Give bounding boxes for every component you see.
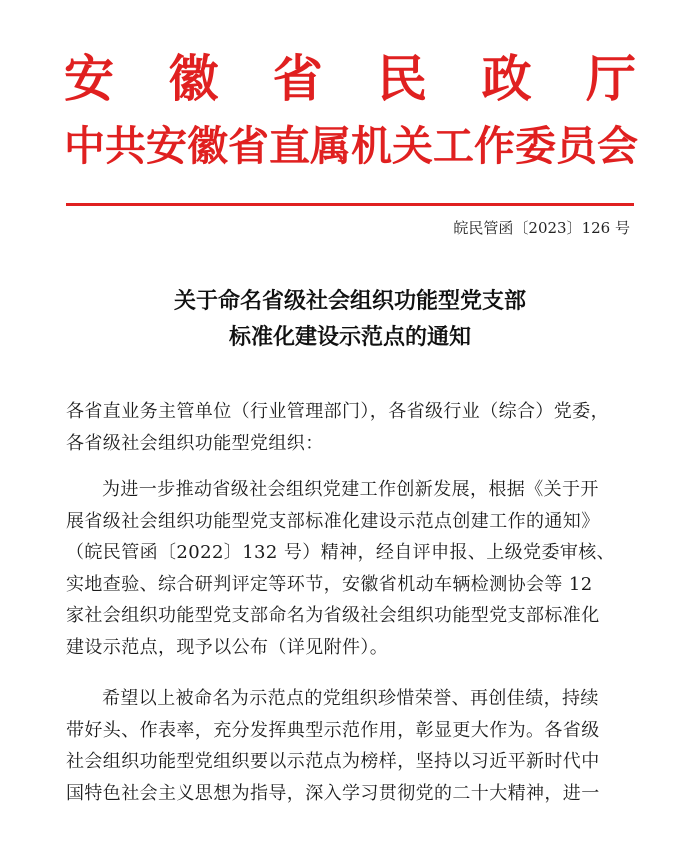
issuer-1-char: 民 [377,49,428,108]
issuer-line-2: 中共安徽省直属机关工作委员会 [64,122,638,170]
issuer-1-char: 政 [481,49,532,108]
issuer-1-char: 厅 [585,49,636,108]
paragraph-line: 展省级社会组织功能型党支部标准化建设示范点创建工作的通知》 [66,510,600,532]
salutation-line: 各省级社会组织功能型党组织： [66,432,324,454]
paragraph-line: 带好头、作表率，充分发挥典型示范作用，彰显更大作为。各省级 [66,719,600,741]
paragraph-line: （皖民管函〔2022〕132 号）精神，经自评申报、上级党委审核、 [66,542,616,563]
document-title-line-1: 关于命名省级社会组织功能型党支部 [173,288,526,314]
paragraph-line: 实地查验、综合研判评定等环节，安徽省机动车辆检测协会等 12 [66,573,593,595]
salutation [66,396,634,459]
paragraph-line: 社会组织功能型党组织要以示范点为榜样，坚持以习近平新时代中 [66,751,600,772]
paragraph-line: 家社会组织功能型党支部命名为省级社会组织功能型党支部标准化 [66,605,600,626]
paragraph-line: 国特色社会主义思想为指导，深入学习贯彻党的二十大精神，进一 [66,782,600,804]
document-title-line-2: 标准化建设示范点的通知 [228,324,471,350]
header-divider [66,203,634,206]
paragraph-line: 建设示范点，现予以公布（详见附件）。 [66,636,389,658]
paragraph-line: 为进一步推动省级社会组织党建工作创新发展，根据《关于开 [102,479,599,500]
salutation-line: 各省直业务主管单位（行业管理部门），各省级行业（综合）党委， [66,401,609,422]
body-paragraph-1 [66,474,634,663]
issuer-1-char: 徽 [168,49,219,108]
document-number: 皖民管函〔2023〕126 号 [453,219,630,237]
issuer-1-char: 省 [272,49,323,108]
body-paragraph-2 [66,683,634,809]
issuer-line-1 [64,48,636,110]
paragraph-line: 希望以上被命名为示范点的党组织珍惜荣誉、再创佳绩，持续 [102,688,599,709]
issuer-1-char: 安 [64,49,114,108]
